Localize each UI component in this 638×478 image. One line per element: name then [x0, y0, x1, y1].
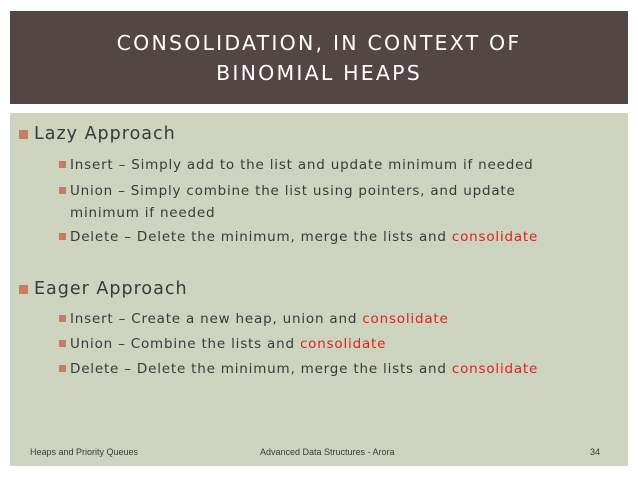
section-heading-lazy: [34, 124, 176, 144]
page-number: 34: [590, 447, 601, 457]
square-bullet-icon: [59, 315, 66, 322]
bullet-item-lazy-union: [70, 180, 516, 224]
square-bullet-icon: [19, 285, 28, 294]
slide-title-line-2: BINOMIAL HEAPS: [216, 60, 422, 85]
section-heading-text: Eager Approach: [34, 279, 188, 299]
bullet-item-eager-insert: [70, 308, 449, 330]
bullet-item-lazy-insert: [70, 154, 534, 176]
footer-left-text: Heaps and Priority Queues: [30, 447, 139, 457]
bullet-item-lazy-delete: [70, 226, 538, 248]
bullet-text: Insert – Create a new heap, union and: [70, 311, 363, 327]
bullet-text: Delete – Delete the minimum, merge the lists and: [70, 229, 452, 245]
bullet-item-eager-delete: [70, 358, 538, 380]
section-heading-text: Lazy Approach: [34, 124, 176, 144]
bullet-text-line-2: minimum if needed: [70, 205, 216, 221]
bullet-text: Delete – Delete the minimum, merge the lists and: [70, 361, 452, 377]
square-bullet-icon: [19, 130, 28, 139]
bullet-text-line-1: Union – Simply combine the list using pointers, and update: [70, 183, 516, 199]
square-bullet-icon: [59, 365, 66, 372]
accent-keyword: consolidate: [451, 229, 539, 245]
slide-title-line-1: CONSOLIDATION, IN CONTEXT OF: [116, 30, 522, 55]
accent-keyword: consolidate: [451, 361, 539, 377]
accent-keyword: consolidate: [299, 336, 387, 352]
bullet-text: Insert – Simply add to the list and update minimum if needed: [70, 157, 534, 173]
bullet-text: Union – Combine the lists and: [70, 336, 300, 352]
square-bullet-icon: [59, 161, 66, 168]
square-bullet-icon: [59, 187, 66, 194]
square-bullet-icon: [59, 233, 66, 240]
section-heading-eager: [34, 279, 188, 299]
accent-keyword: consolidate: [362, 311, 449, 327]
title-bar: [10, 11, 628, 104]
square-bullet-icon: [59, 340, 66, 347]
bullet-item-eager-union: [70, 333, 386, 355]
footer-center-text: Advanced Data Structures - Arora: [260, 447, 395, 457]
